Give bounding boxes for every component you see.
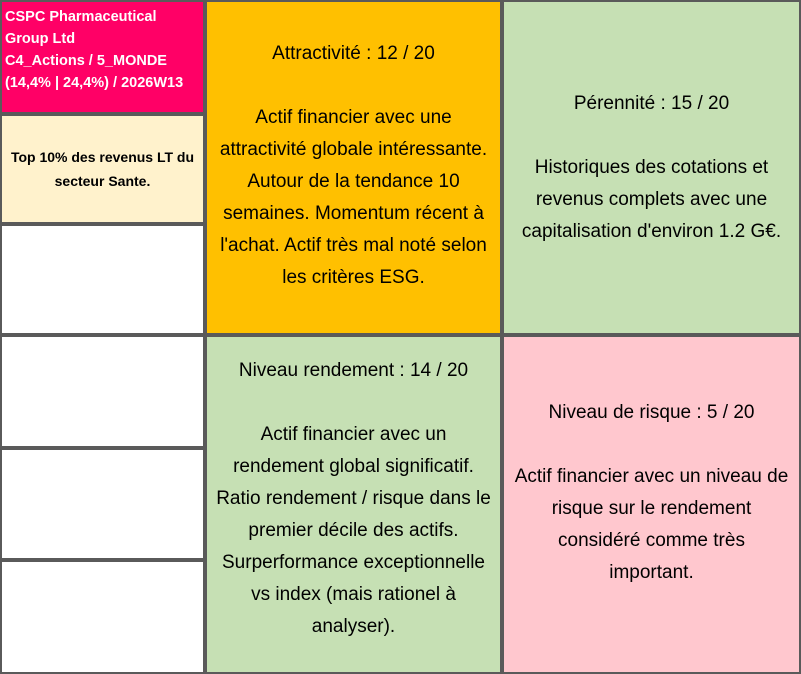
attractivite-heading: Attractivité : 12 / 20 [272,43,435,64]
rendement-text-line: Ratio rendement / risque dans le [216,488,491,509]
perennite-heading: Pérennité : 15 / 20 [573,92,730,114]
rendement-text-line: analyser). [311,616,396,637]
attractivite-text-line: semaines. Momentum récent à [223,203,484,224]
risque-text-line: risque sur le rendement [551,497,752,519]
rendement-heading: Niveau rendement : 14 / 20 [238,360,469,381]
rendement-text-line: premier décile des actifs. [248,520,459,541]
empty-cell-3 [0,448,205,560]
risque-text-line: important. [609,561,694,583]
attractivite-text-line: attractivité globale intéressante. [219,139,488,160]
rendement-text-line: rendement global significatif. [233,456,474,477]
attractivite-panel [205,0,502,335]
empty-cell-1 [0,224,205,335]
empty-cell-4 [0,560,205,674]
asset-title-line-2: Group Ltd [5,31,76,47]
asset-title-line-1: CSPC Pharmaceutical [5,9,157,25]
attractivite-text-line: Actif financier avec une [255,107,452,128]
perennite-panel [502,0,801,335]
sector-tag-cell [0,114,205,224]
rendement-panel [205,335,502,674]
sector-tag-line-1: Top 10% des revenus LT du [10,149,195,165]
asset-period-line: (14,4% | 24,4%) / 2026W13 [5,75,184,91]
perennite-text-line: capitalisation d'environ 1.2 G€. [521,220,782,242]
asset-category-line: C4_Actions / 5_MONDE [5,53,167,69]
attractivite-text-line: Autour de la tendance 10 [247,171,460,192]
asset-title-cell [0,0,205,114]
rendement-text-line: Surperformance exceptionnelle [222,552,485,573]
risque-text-line: considéré comme très [558,529,745,551]
risque-heading: Niveau de risque : 5 / 20 [548,401,755,423]
perennite-text-line: Historiques des cotations et [534,156,769,178]
sector-tag-line-2: secteur Sante. [54,173,151,189]
empty-cell-2 [0,335,205,448]
perennite-text-line: revenus complets avec une [535,188,768,210]
risque-text-line: Actif financier avec un niveau de [514,465,789,487]
risque-panel [502,335,801,674]
rendement-text-line: Actif financier avec un [260,424,447,445]
rendement-text-line: vs index (mais rationel à [251,584,456,605]
attractivite-text-line: les critères ESG. [282,267,425,288]
attractivite-text-line: l'achat. Actif très mal noté selon [220,235,487,256]
